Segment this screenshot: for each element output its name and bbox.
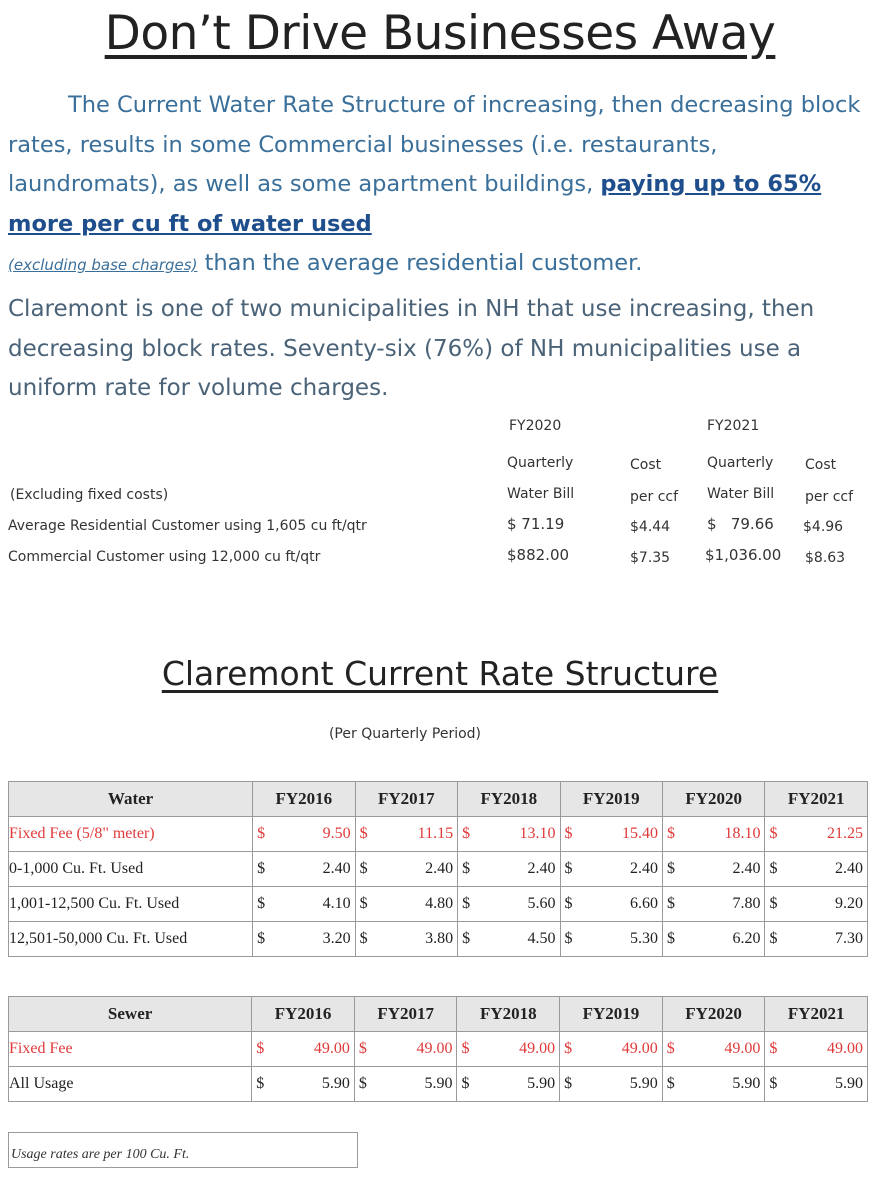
- rate-value: 49.00: [827, 1040, 863, 1057]
- table-header-year: FY2017: [354, 997, 457, 1032]
- rate-value: 5.90: [629, 1075, 658, 1092]
- structure-title: Claremont Current Rate Structure: [161, 654, 719, 693]
- row-label: Fixed Fee (5/8" meter): [9, 817, 253, 852]
- rate-cell: [253, 887, 355, 922]
- rate-value: 4.80: [425, 895, 454, 912]
- currency-symbol: $: [256, 1040, 265, 1057]
- rate-value: 49.00: [724, 1040, 761, 1057]
- excluding-fixed-label: (Excluding fixed costs): [10, 487, 169, 503]
- rate-value: 3.20: [322, 930, 351, 947]
- paragraph-text-end: than the average residential customer.: [197, 250, 643, 276]
- com-fy2021-ccf: $8.63: [805, 550, 846, 566]
- currency-symbol: $: [667, 895, 675, 912]
- rate-cell: [663, 817, 765, 852]
- fy2021-label: FY2021: [707, 418, 760, 434]
- currency-symbol: $: [462, 895, 471, 912]
- rate-cell: [354, 1032, 457, 1067]
- currency-symbol: $: [564, 895, 573, 912]
- currency-symbol: $: [359, 825, 368, 842]
- rate-value: 18.10: [724, 825, 761, 842]
- rate-cell: [457, 1067, 560, 1102]
- currency-symbol: $: [769, 895, 778, 912]
- highlight-text: paying up to 65% more per cu ft of water used: [8, 171, 822, 237]
- residential-customer-label: Average Residential Customer using 1,605 cu ft/qtr: [8, 518, 367, 534]
- rate-cell: [662, 1067, 765, 1102]
- rate-cell: [560, 1032, 663, 1067]
- rate-value: 5.60: [527, 895, 556, 912]
- rate-cell: [662, 1032, 765, 1067]
- rate-value: 49.00: [416, 1040, 453, 1057]
- rate-value: 5.90: [835, 1075, 863, 1092]
- rate-cell: [560, 852, 662, 887]
- rate-value: 4.10: [322, 895, 351, 912]
- table-header-year: FY2019: [560, 782, 662, 817]
- currency-symbol: $: [564, 1075, 573, 1092]
- rate-value: 49.00: [519, 1040, 556, 1057]
- paragraph-text: The Current Water Rate Structure of increasing, then decreasing block rates, results in some Commercial businesses (i.e. restaurants, laundromats), as well as some apartment buildings,: [8, 92, 861, 197]
- rate-cell: [765, 817, 868, 852]
- rate-cell: [253, 852, 355, 887]
- quarterly-label-2021: Quarterly: [707, 455, 774, 471]
- currency-symbol: $: [462, 930, 471, 947]
- currency-symbol: $: [667, 825, 675, 842]
- rate-cell: [253, 817, 355, 852]
- rate-cell: [355, 852, 457, 887]
- rate-cell: [560, 1067, 663, 1102]
- currency-symbol: $: [461, 1040, 470, 1057]
- currency-symbol: $: [462, 860, 471, 877]
- res-fy2020-bill: $ 71.19: [507, 515, 565, 533]
- currency-symbol: $: [564, 1040, 573, 1057]
- currency-symbol: $: [257, 930, 266, 947]
- per-ccf-label-2020: per ccf: [630, 489, 679, 505]
- rate-cell: [560, 922, 662, 957]
- water-bill-label-2021: Water Bill: [707, 486, 775, 502]
- rate-value: 2.40: [425, 860, 454, 877]
- rate-cell: [458, 887, 560, 922]
- currency-symbol: $: [257, 895, 266, 912]
- rate-value: 6.20: [732, 930, 761, 947]
- table-header-year: FY2016: [252, 997, 355, 1032]
- rate-value: 9.50: [322, 825, 351, 842]
- rate-value: 49.00: [313, 1040, 350, 1057]
- rate-value: 2.40: [527, 860, 556, 877]
- currency-symbol: $: [564, 825, 573, 842]
- rate-value: 5.30: [630, 930, 658, 947]
- rate-value: 49.00: [621, 1040, 658, 1057]
- water-rate-table: [8, 781, 868, 957]
- table-row: [9, 922, 868, 957]
- table-header-year: FY2021: [765, 782, 868, 817]
- rate-cell: [663, 887, 765, 922]
- com-fy2020-bill: $882.00: [507, 546, 570, 564]
- currency-symbol: $: [359, 860, 368, 877]
- currency-symbol: $: [358, 1075, 367, 1092]
- table-row: [9, 1067, 868, 1102]
- currency-symbol: $: [257, 825, 266, 842]
- rate-value: 2.40: [322, 860, 351, 877]
- rate-structure-paragraph: [8, 86, 878, 286]
- rate-value: 2.40: [732, 860, 761, 877]
- currency-symbol: $: [257, 860, 266, 877]
- table-header-year: FY2020: [662, 997, 765, 1032]
- rate-cell: [355, 817, 457, 852]
- rate-cell: [458, 817, 560, 852]
- currency-symbol: $: [667, 860, 675, 877]
- rate-cell: [355, 922, 457, 957]
- rate-cell: [252, 1032, 355, 1067]
- rate-value: 7.80: [732, 895, 761, 912]
- usage-note: Usage rates are per 100 Cu. Ft.: [8, 1132, 358, 1168]
- rate-cell: [253, 922, 355, 957]
- rate-value: 2.40: [630, 860, 658, 877]
- rate-value: 4.50: [527, 930, 556, 947]
- currency-symbol: $: [769, 1040, 778, 1057]
- currency-symbol: $: [769, 1075, 778, 1092]
- rate-cell: [458, 852, 560, 887]
- rate-cell: [355, 887, 457, 922]
- rate-value: 3.80: [425, 930, 454, 947]
- commercial-customer-label: Commercial Customer using 12,000 cu ft/qtr: [8, 549, 321, 565]
- row-label: 1,001-12,500 Cu. Ft. Used: [9, 887, 253, 922]
- table-header-year: FY2021: [765, 997, 868, 1032]
- currency-symbol: $: [359, 930, 368, 947]
- currency-symbol: $: [769, 825, 778, 842]
- table-row: [9, 1032, 868, 1067]
- sewer-rate-table: [8, 996, 868, 1102]
- rate-value: 5.90: [321, 1075, 350, 1092]
- cost-label-2021: Cost: [805, 457, 837, 473]
- currency-symbol: $: [769, 860, 778, 877]
- rate-cell: [458, 922, 560, 957]
- rate-value: 5.90: [527, 1075, 556, 1092]
- page-title: Don’t Drive Businesses Away: [104, 6, 776, 61]
- currency-symbol: $: [769, 930, 778, 947]
- table-header-year: FY2020: [663, 782, 765, 817]
- row-label: All Usage: [9, 1067, 252, 1102]
- rate-cell: [560, 887, 662, 922]
- quarterly-label-2020: Quarterly: [507, 455, 574, 471]
- rate-cell: [354, 1067, 457, 1102]
- table-header-year: FY2018: [457, 997, 560, 1032]
- rate-value: 6.60: [630, 895, 658, 912]
- rate-cell: [765, 1067, 868, 1102]
- rate-cell: [765, 922, 868, 957]
- com-fy2020-ccf: $7.35: [630, 550, 671, 566]
- currency-symbol: $: [564, 860, 573, 877]
- table-header-category: Sewer: [9, 997, 252, 1032]
- currency-symbol: $: [461, 1075, 470, 1092]
- rate-value: 9.20: [835, 895, 863, 912]
- table-header-year: FY2019: [560, 997, 663, 1032]
- currency-symbol: $: [358, 1040, 367, 1057]
- rate-value: 7.30: [835, 930, 863, 947]
- rate-cell: [765, 1032, 868, 1067]
- currency-symbol: $: [462, 825, 471, 842]
- fy2020-label: FY2020: [509, 418, 562, 434]
- table-header-category: Water: [9, 782, 253, 817]
- table-row: [9, 817, 868, 852]
- row-label: 12,501-50,000 Cu. Ft. Used: [9, 922, 253, 957]
- rate-value: 5.90: [424, 1075, 453, 1092]
- rate-cell: [560, 817, 662, 852]
- rate-cell: [663, 922, 765, 957]
- currency-symbol: $: [666, 1075, 675, 1092]
- table-header-year: FY2016: [253, 782, 355, 817]
- row-label: 0-1,000 Cu. Ft. Used: [9, 852, 253, 887]
- rate-value: 13.10: [519, 825, 556, 842]
- currency-symbol: $: [359, 895, 368, 912]
- currency-symbol: $: [256, 1075, 265, 1092]
- row-label: Fixed Fee: [9, 1032, 252, 1067]
- table-row: [9, 852, 868, 887]
- rate-cell: [765, 887, 868, 922]
- com-fy2021-bill: $1,036.00: [705, 546, 782, 564]
- municipalities-paragraph: Claremont is one of two municipalities in NH that use increasing, then decreasing block rates. Seventy-six (76%) of NH municipalities use a uniform rate for volume charges.: [8, 296, 815, 401]
- rate-value: 15.40: [622, 825, 658, 842]
- table-row: [9, 887, 868, 922]
- rate-value: 21.25: [827, 825, 863, 842]
- rate-cell: [252, 1067, 355, 1102]
- excluding-note: (excluding base charges): [8, 256, 198, 274]
- rate-value: 2.40: [835, 860, 863, 877]
- res-fy2021-ccf: $4.96: [803, 519, 844, 535]
- table-header-year: FY2018: [458, 782, 560, 817]
- water-bill-label-2020: Water Bill: [507, 486, 575, 502]
- res-fy2020-ccf: $4.44: [630, 519, 671, 535]
- currency-symbol: $: [666, 1040, 675, 1057]
- currency-symbol: $: [564, 930, 573, 947]
- rate-cell: [765, 852, 868, 887]
- per-ccf-label-2021: per ccf: [805, 489, 854, 505]
- currency-symbol: $: [667, 930, 675, 947]
- rate-cell: [457, 1032, 560, 1067]
- rate-value: 11.15: [417, 825, 454, 842]
- structure-subtitle: (Per Quarterly Period): [328, 726, 482, 742]
- rate-value: 5.90: [732, 1075, 761, 1092]
- cost-label-2020: Cost: [630, 457, 662, 473]
- res-fy2021-bill: $ 79.66: [707, 515, 774, 533]
- table-header-year: FY2017: [355, 782, 457, 817]
- rate-cell: [663, 852, 765, 887]
